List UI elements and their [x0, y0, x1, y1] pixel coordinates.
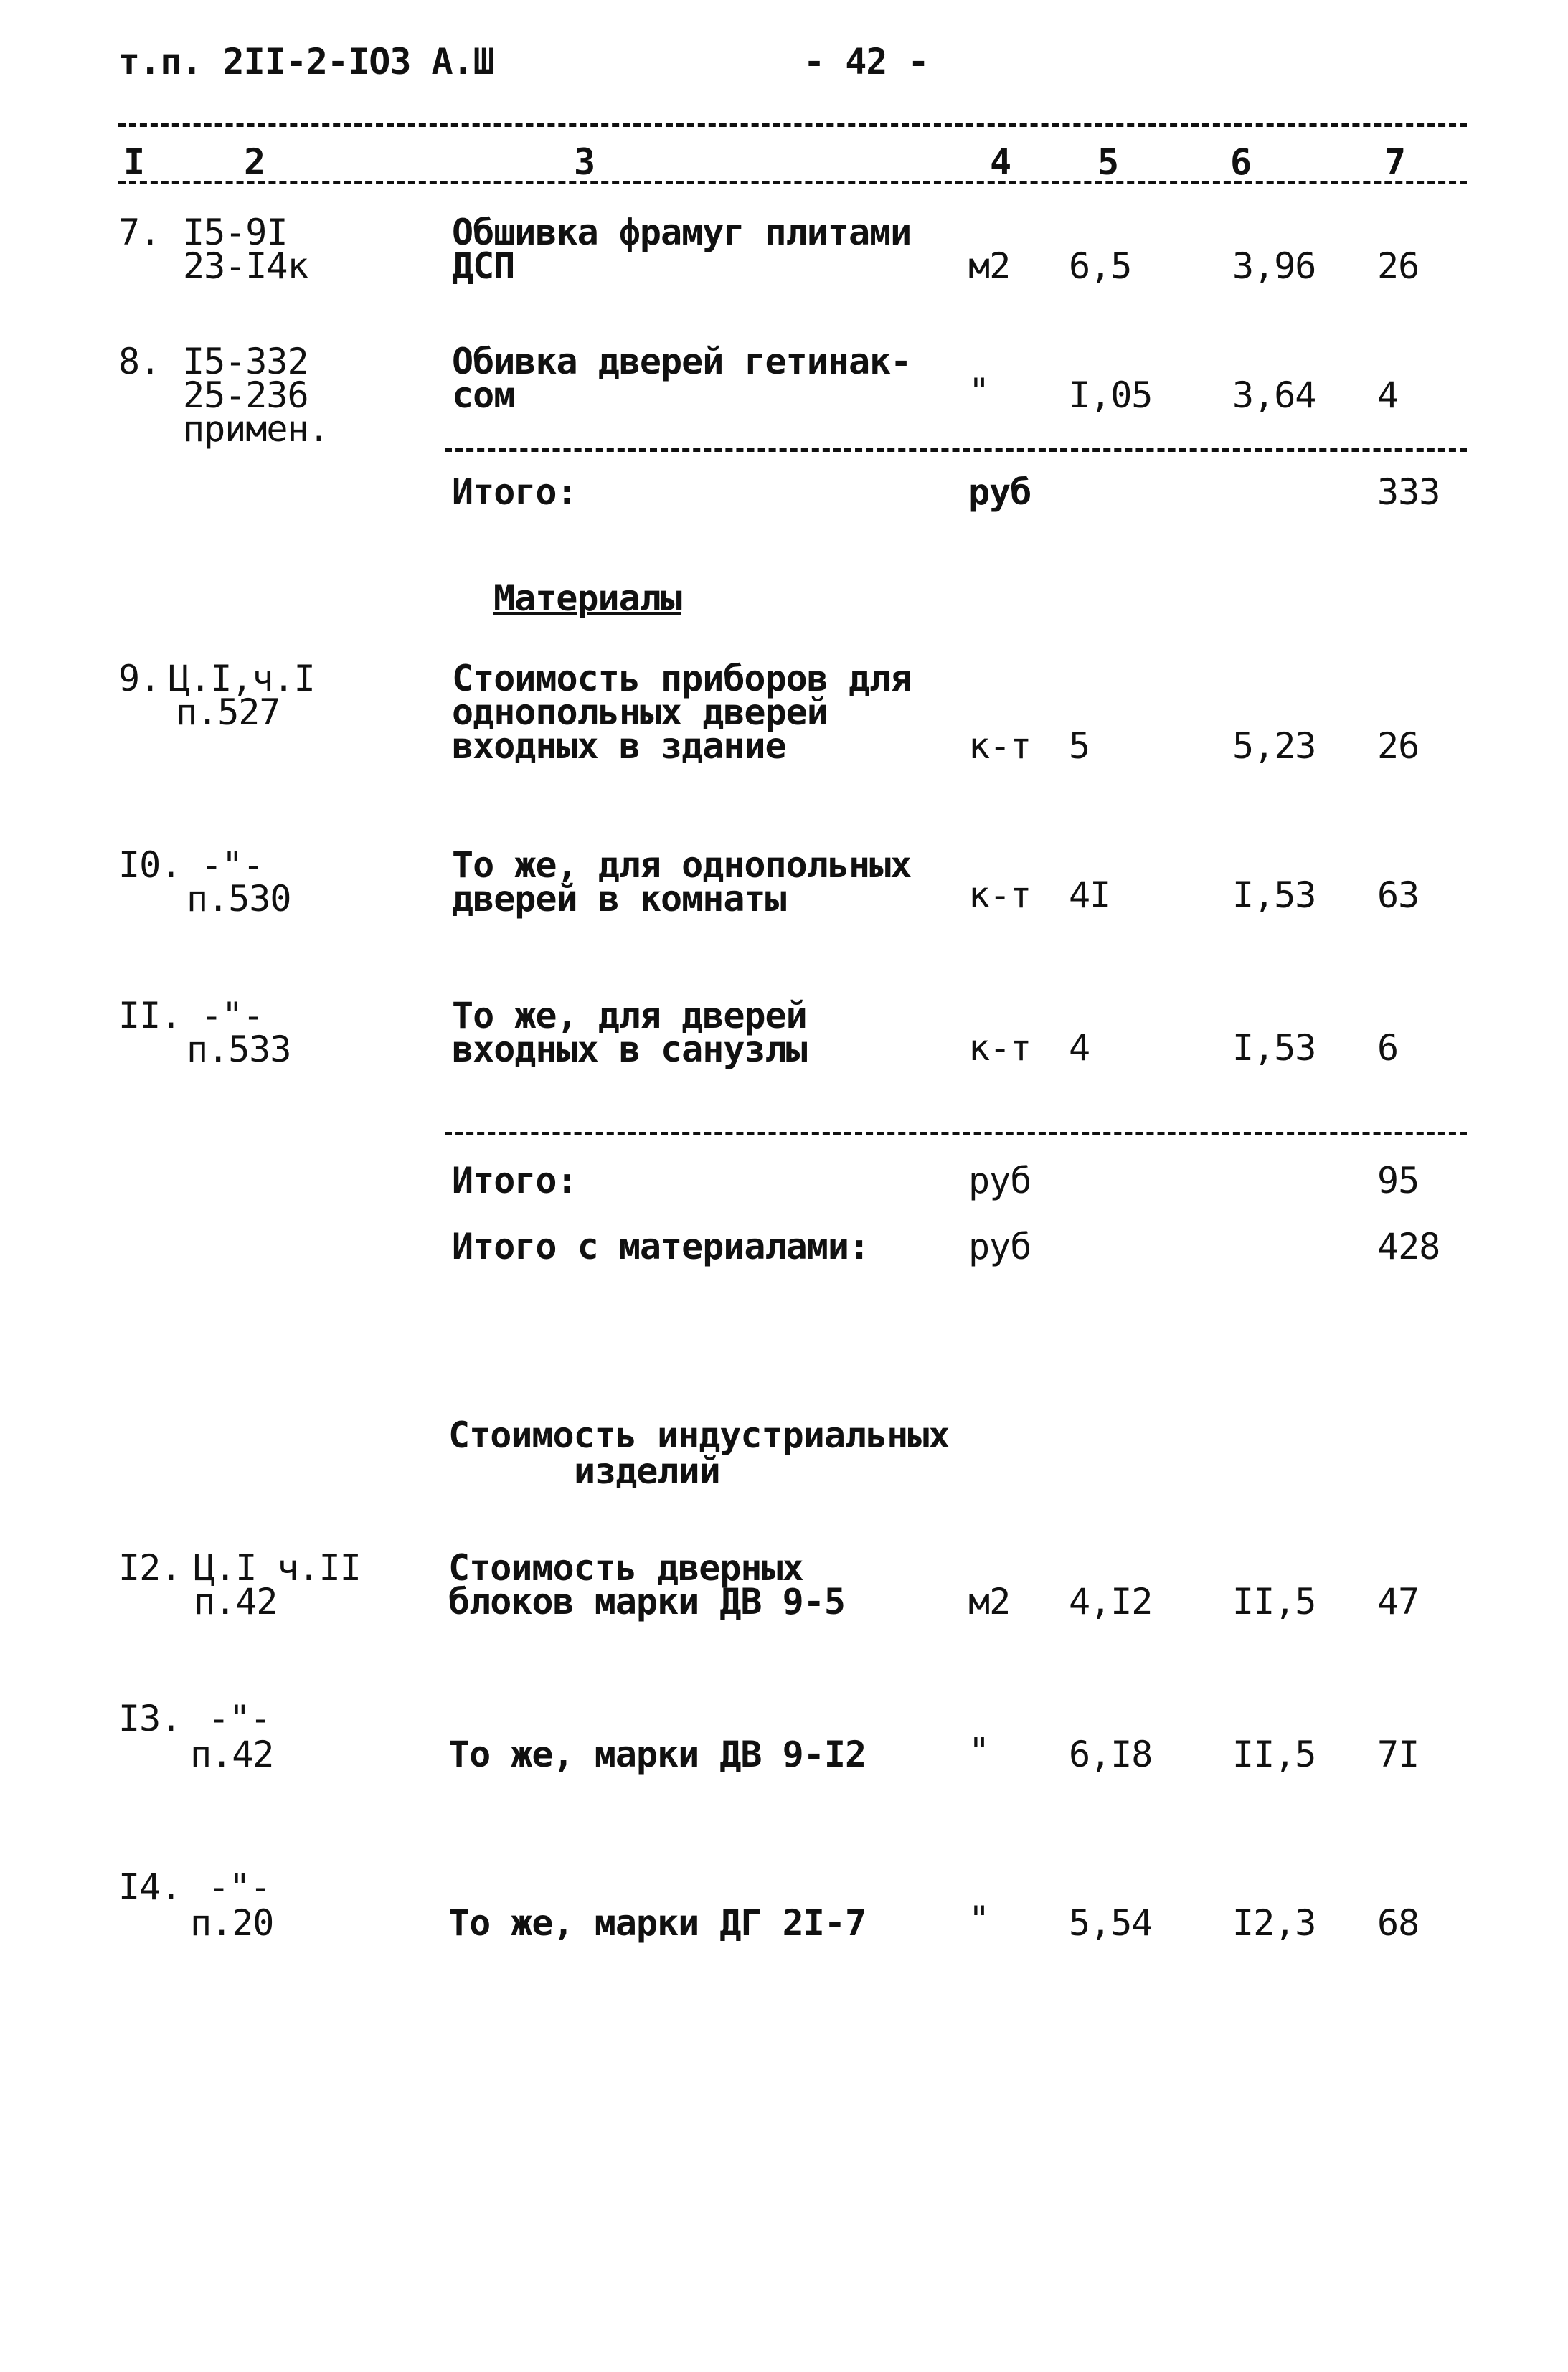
unit: м2	[968, 1581, 1011, 1622]
item-name: однопольных дверей	[452, 691, 828, 733]
norm-code: Ц.I,ч.I	[169, 658, 315, 699]
unit-price: 3,64	[1232, 374, 1316, 416]
norm-code: I5-9I	[183, 212, 288, 253]
row-number: I3.	[118, 1698, 181, 1739]
norm-code: п.533	[186, 1029, 291, 1070]
quantity: I,05	[1069, 374, 1153, 416]
norm-code: -"-	[208, 1866, 271, 1908]
total: 4	[1377, 374, 1399, 416]
item-name: ДСП	[452, 245, 515, 287]
unit-price: II,5	[1232, 1734, 1316, 1775]
row-number: 8.	[118, 341, 161, 382]
unit: к-т	[968, 1027, 1031, 1069]
total: 68	[1377, 1902, 1420, 1944]
norm-code: I5-332	[183, 341, 308, 382]
item-name: То же, марки ДВ 9-I2	[448, 1734, 866, 1775]
total: 47	[1377, 1581, 1420, 1622]
norm-code: -"-	[201, 995, 264, 1036]
item-name: То же, марки ДГ 2I-7	[448, 1902, 866, 1944]
subtotal-unit: руб	[968, 1160, 1031, 1201]
norm-code: 25-236	[183, 374, 308, 416]
total: 6	[1377, 1027, 1399, 1069]
subtotal-label: Итого:	[452, 1160, 577, 1201]
top-rule	[118, 123, 1467, 127]
norm-code: п.42	[190, 1734, 274, 1775]
unit-price: 3,96	[1232, 245, 1316, 287]
header-rule	[118, 181, 1467, 184]
norm-code: Ц.I ч.II	[194, 1547, 361, 1589]
col-header-3: 3	[574, 141, 595, 183]
unit-price: I,53	[1232, 1027, 1316, 1069]
norm-code: п.530	[186, 878, 291, 920]
subtotal-label: Итого:	[452, 471, 577, 513]
row-number: I4.	[118, 1866, 181, 1908]
row-number: II.	[118, 995, 181, 1036]
subtotal-total: 95	[1377, 1160, 1420, 1201]
quantity: 5,54	[1069, 1902, 1153, 1944]
unit-price: II,5	[1232, 1581, 1316, 1622]
unit: к-т	[968, 874, 1031, 916]
norm-code: п.527	[176, 691, 280, 733]
quantity: 4I	[1069, 874, 1111, 916]
total: 26	[1377, 245, 1420, 287]
quantity: 4,I2	[1069, 1581, 1153, 1622]
norm-code: примен.	[183, 408, 329, 450]
unit-price: I,53	[1232, 874, 1316, 916]
quantity: 6,5	[1069, 245, 1132, 287]
subtotal-total: 428	[1377, 1226, 1440, 1267]
norm-code: п.42	[194, 1581, 278, 1622]
quantity: 6,I8	[1069, 1734, 1153, 1775]
norm-code: 23-I4к	[183, 245, 308, 287]
item-name: Обшивка фрамуг плитами	[452, 212, 912, 253]
section-heading-industrial: Стоимость индустриальных	[448, 1414, 950, 1456]
subtotal-label: Итого с материалами:	[452, 1226, 870, 1267]
norm-code: п.20	[190, 1902, 274, 1944]
quantity: 5	[1069, 725, 1090, 767]
total: 26	[1377, 725, 1420, 767]
norm-code: -"-	[208, 1698, 271, 1739]
document-id: т.п. 2II-2-IO3 А.Ш	[118, 41, 494, 82]
page-number: - 42 -	[803, 41, 929, 82]
subtotal-total: 333	[1377, 471, 1440, 513]
subtotal-unit: руб	[968, 1226, 1031, 1267]
quantity: 4	[1069, 1027, 1090, 1069]
unit: к-т	[968, 725, 1031, 767]
subtotal-unit: руб	[968, 471, 1031, 513]
item-name: сом	[452, 374, 515, 416]
col-header-4: 4	[990, 141, 1011, 183]
norm-code: -"-	[201, 844, 264, 886]
unit: "	[968, 1730, 990, 1772]
unit-price: 5,23	[1232, 725, 1316, 767]
col-header-5: 5	[1097, 141, 1119, 183]
subtotal-rule	[445, 448, 1467, 452]
unit: "	[968, 1899, 990, 1940]
item-name: То же, для дверей	[452, 995, 807, 1036]
item-name: входных в санузлы	[452, 1029, 807, 1070]
item-name: входных в здание	[452, 725, 786, 767]
item-name: То же, для однопольных	[452, 844, 912, 886]
item-name: Стоимость дверных	[448, 1547, 803, 1589]
row-number: 9.	[118, 658, 161, 699]
row-number: I2.	[118, 1547, 181, 1589]
col-header-7: 7	[1384, 141, 1406, 183]
item-name: дверей в комнаты	[452, 878, 786, 920]
col-header-2: 2	[244, 141, 265, 183]
item-name: Стоимость приборов для	[452, 658, 912, 699]
col-header-6: 6	[1230, 141, 1252, 183]
total: 7I	[1377, 1734, 1420, 1775]
row-number: 7.	[118, 212, 161, 253]
unit: м2	[968, 245, 1011, 287]
total: 63	[1377, 874, 1420, 916]
unit-price: I2,3	[1232, 1902, 1316, 1944]
row-number: I0.	[118, 844, 181, 886]
section-heading-industrial: изделий	[574, 1450, 720, 1492]
unit: "	[968, 371, 990, 412]
subtotal-rule	[445, 1132, 1467, 1135]
section-heading-materials: Материалы	[493, 577, 681, 619]
col-header-1: I	[123, 141, 145, 183]
item-name: блоков марки ДВ 9-5	[448, 1581, 845, 1622]
item-name: Обивка дверей гетинак-	[452, 341, 912, 382]
